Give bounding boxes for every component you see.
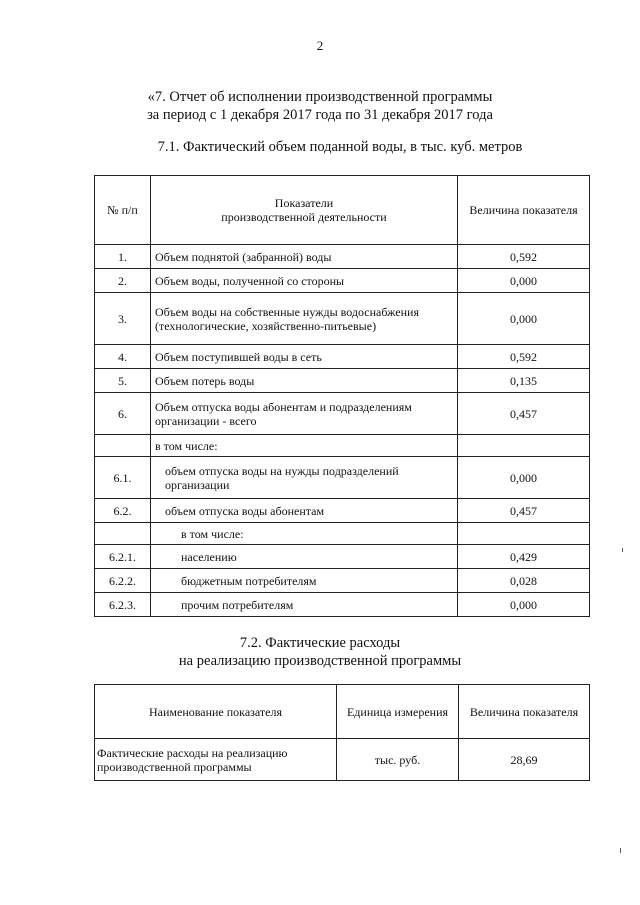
header-unit: Единица измерения (337, 685, 459, 739)
row-value: 0,457 (458, 393, 590, 435)
row-value: 0,135 (458, 369, 590, 393)
table-header-row (95, 176, 590, 245)
row-num: 6.2.2. (95, 569, 151, 593)
header-name: Наименование показателя (95, 685, 337, 739)
row-value: 0,592 (458, 345, 590, 369)
row-value: 0,028 (458, 569, 590, 593)
row-num: 1. (95, 245, 151, 269)
row-text: Объем потерь воды (151, 369, 458, 393)
scan-mark (622, 548, 623, 552)
row-text: бюджетным потребителям (151, 569, 458, 593)
row-value (458, 523, 590, 545)
section-7-2-title-line-1: 7.2. Фактические расходы (239, 635, 401, 651)
water-volume-table (94, 175, 590, 617)
row-text: Объем воды на собственные нужды водоснабжения (технологические, хозяйственно-питьевые) (151, 293, 458, 345)
row-text: объем отпуска воды на нужды подразделений организации (151, 457, 458, 499)
row-num: 5. (95, 369, 151, 393)
row-text: в том числе: (151, 523, 458, 545)
row-value: 0,000 (458, 457, 590, 499)
page-number: 2 (316, 38, 324, 53)
row-num: 6. (95, 393, 151, 435)
header-indicator-line-2: производственной деятельности (221, 210, 387, 224)
table-row (95, 269, 590, 293)
expenses-table (94, 684, 590, 781)
table-row (95, 345, 590, 369)
row-num (95, 523, 151, 545)
row-text: объем отпуска воды абонентам (151, 499, 458, 523)
table-header-row (95, 685, 590, 739)
scan-mark (620, 848, 621, 853)
header-indicator-line-1: Показатели (274, 196, 334, 210)
section-7-1-title: 7.1. Фактический объем поданной воды, в тыс. куб. метров (157, 139, 523, 155)
row-text: населению (151, 545, 458, 569)
row-num: 6.1. (95, 457, 151, 499)
row-name: Фактические расходы на реализацию производственной программы (95, 739, 337, 781)
row-value: 0,000 (458, 269, 590, 293)
row-text: в том числе: (151, 435, 458, 457)
header-value: Величина показателя (459, 685, 590, 739)
row-num: 3. (95, 293, 151, 345)
row-value: 0,000 (458, 593, 590, 617)
table-row (95, 245, 590, 269)
report-heading-line-2: за период с 1 декабря 2017 года по 31 декабря 2017 года (147, 107, 493, 123)
table-row (95, 569, 590, 593)
table-row (95, 293, 590, 345)
header-indicator (151, 176, 458, 245)
table-row (95, 499, 590, 523)
table-row (95, 523, 590, 545)
row-value: 28,69 (459, 739, 590, 781)
table-row (95, 739, 590, 781)
row-num: 4. (95, 345, 151, 369)
header-value: Величина показателя (458, 176, 590, 245)
row-value: 0,429 (458, 545, 590, 569)
header-num: № п/п (95, 176, 151, 245)
row-text: Объем поступившей воды в сеть (151, 345, 458, 369)
row-value: 0,000 (458, 293, 590, 345)
row-unit: тыс. руб. (337, 739, 459, 781)
table-row (95, 593, 590, 617)
row-num: 2. (95, 269, 151, 293)
row-text: Объем отпуска воды абонентам и подразделениям организации - всего (151, 393, 458, 435)
table-row (95, 393, 590, 435)
row-num (95, 435, 151, 457)
row-value (458, 435, 590, 457)
row-text: Объем воды, полученной со стороны (151, 269, 458, 293)
row-text: Объем поднятой (забранной) воды (151, 245, 458, 269)
section-7-2-title-line-2: на реализацию производственной программы (178, 653, 462, 669)
table-row (95, 457, 590, 499)
report-heading-line-1: «7. Отчет об исполнении производственной программы (147, 89, 493, 105)
row-num: 6.2.3. (95, 593, 151, 617)
table-row (95, 435, 590, 457)
row-text: прочим потребителям (151, 593, 458, 617)
row-num: 6.2.1. (95, 545, 151, 569)
row-value: 0,592 (458, 245, 590, 269)
table-row (95, 545, 590, 569)
row-value: 0,457 (458, 499, 590, 523)
table-row (95, 369, 590, 393)
row-num: 6.2. (95, 499, 151, 523)
